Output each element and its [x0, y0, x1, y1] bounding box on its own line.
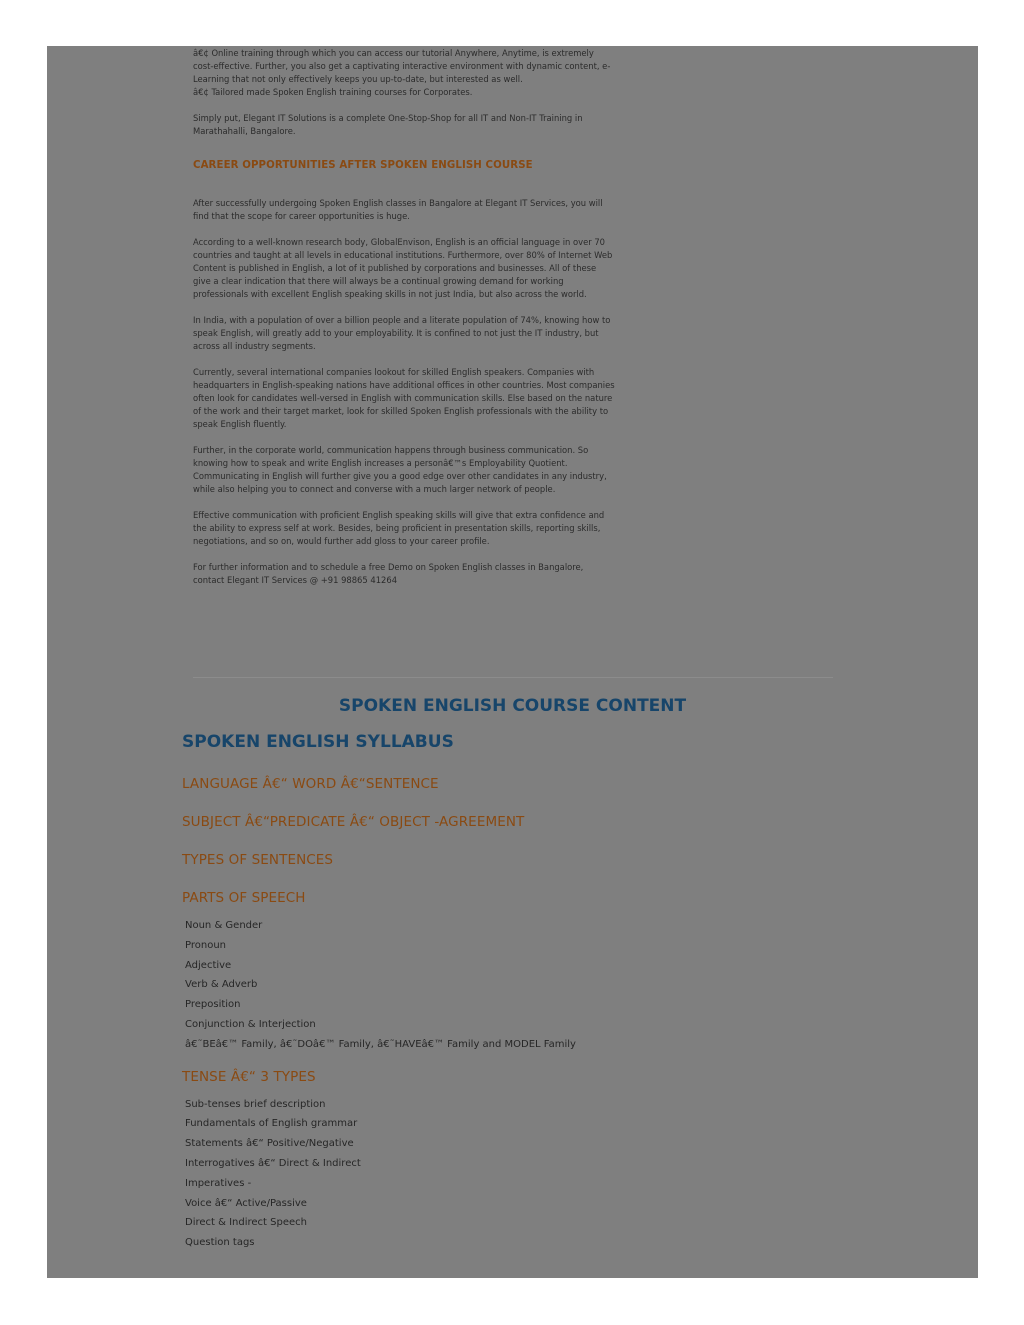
list-item: Conjunction & Interjection [185, 1018, 316, 1030]
list-item: Pronoun [185, 939, 226, 951]
career-paragraph: After successfully undergoing Spoken English classes in Bangalore at Elegant IT Services, you will find that the scope for career opportunities is huge. [193, 198, 603, 221]
career-heading: CAREER OPPORTUNITIES AFTER SPOKEN ENGLISH COURSE [193, 160, 533, 171]
section-divider [193, 677, 833, 678]
tense-list [185, 1095, 682, 1253]
list-item: Fundamentals of English grammar [185, 1118, 358, 1130]
career-paragraph: Effective communication with proficient English speaking skills will give that extra confidence and the ability to express self at work. Besides, being proficient in presentation skills, reporting skills, negotiations, and so on, would further add gloss to your career profile. [193, 510, 605, 546]
list-item: Adjective [185, 959, 232, 971]
career-paragraph: Further, in the corporate world, communication happens through business communication. So knowing how to speak and write English increases a personâ€™s Employability Quotient. Communicating in English will further give you a good edge over other candidates in any industry, while also helping you to connect and converse with a much larger network of people. [193, 445, 607, 494]
list-item: Imperatives - [185, 1177, 252, 1189]
list-item: â€˜BEâ€™ Family, â€˜DOâ€™ Family, â€˜HAVEâ€™ Family and MODEL Family [185, 1038, 576, 1050]
intro-summary: Simply put, Elegant IT Solutions is a complete One-Stop-Shop for all IT and Non-IT Training in Marathahalli, Bangalore. [193, 113, 583, 136]
syllabus-topic-tense: TENSE Â€“ 3 TYPES [182, 1068, 316, 1085]
list-item: Statements â€“ Positive/Negative [185, 1138, 354, 1150]
syllabus-topic-parts-of-speech: PARTS OF SPEECH [182, 890, 306, 906]
list-item: Sub-tenses brief description [185, 1098, 326, 1110]
syllabus-topic-subject-predicate: SUBJECT Â€“PREDICATE Â€“ OBJECT -AGREEMENT [182, 814, 525, 830]
document-page [47, 46, 978, 1278]
syllabus-topic-language: LANGUAGE Â€“ WORD Â€“SENTENCE [182, 776, 439, 792]
career-paragraph: Currently, several international companies lookout for skilled English speakers. Companies with headquarters in English-speaking nations have additional offices in other countries. Most companies often look for candidates well-versed in English with communication skills. Else based on the nature of the work and their target market, look for skilled Spoken English professionals with the ability to speak English fluently. [193, 367, 615, 429]
list-item: Preposition [185, 999, 241, 1011]
career-paragraph: In India, with a population of over a billion people and a literate population of 74%, knowing how to speak English, will greatly add to your employability. It is confined to not just the IT industry, but across all industry segments. [193, 315, 611, 351]
career-paragraph: According to a well-known research body, GlobalEnvison, English is an official language in over 70 countries and taught at all levels in educational institutions. Furthermore, over 80% of Internet Web Content is published in English, a lot of it published by corporations and businesses. All of these give a clear indication that there will always be a continual growing demand for working professionals with excellent English speaking skills in not just India, but also across the world. [193, 237, 613, 299]
parts-of-speech-list [185, 916, 682, 1055]
course-content-heading: SPOKEN ENGLISH COURSE CONTENT [338, 696, 687, 716]
list-item: Voice â€“ Active/Passive [185, 1197, 307, 1209]
intro-bullet-corporate-courses: â€¢ Tailored made Spoken English training courses for Corporates. [193, 87, 473, 97]
intro-text-block [193, 47, 615, 600]
syllabus-section [182, 732, 682, 1267]
list-item: Noun & Gender [185, 920, 263, 931]
list-item: Verb & Adverb [185, 979, 258, 991]
intro-bullet-online-training: â€¢ Online training through which you can access our tutorial Anywhere, Anytime, is extremely cost-effective. Further, you also get a captivating interactive environment with dynamic content, e-Learning that not only effectively keeps you up-to-date, but interested as well. [193, 48, 611, 84]
syllabus-heading: SPOKEN ENGLISH SYLLABUS [182, 732, 454, 752]
list-item: Question tags [185, 1237, 255, 1249]
list-item: Interrogatives â€“ Direct & Indirect [185, 1157, 361, 1169]
list-item: Direct & Indirect Speech [185, 1217, 307, 1229]
career-contact-paragraph: For further information and to schedule a free Demo on Spoken English classes in Bangalore, contact Elegant IT Services @ +91 98865 41264 [193, 562, 584, 585]
syllabus-topic-types-of-sentences: TYPES OF SENTENCES [182, 852, 334, 868]
